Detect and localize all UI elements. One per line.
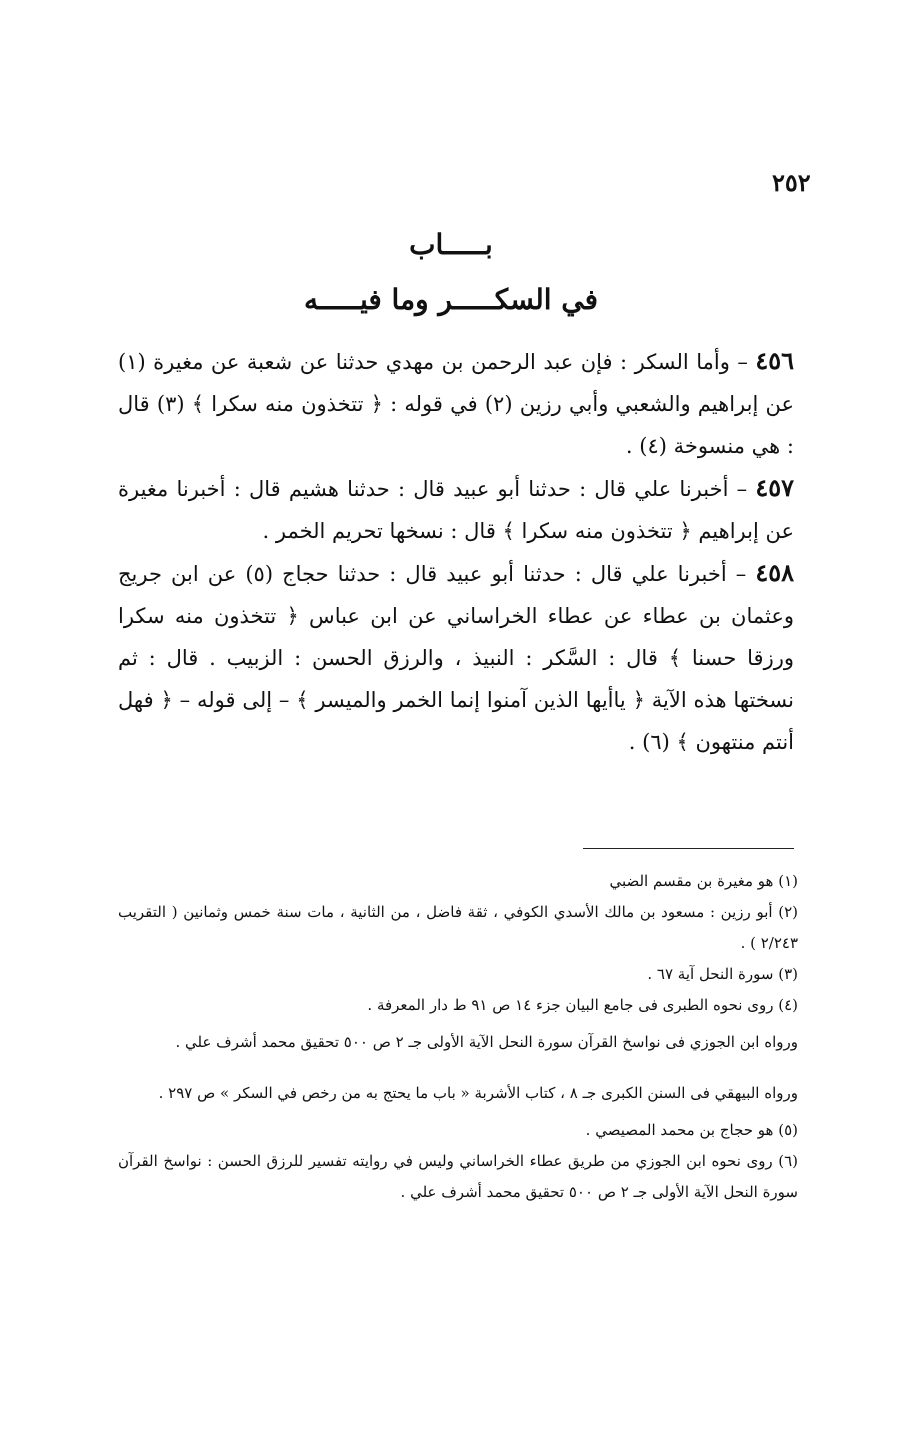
footnote-2: (٢) أبو رزين : مسعود بن مالك الأسدي الكوفي ، ثقة فاضل ، من الثانية ، مات سنة خمس وثمانين ( التقريب ٢/٢٤٣ ) . <box>118 903 798 952</box>
hadith-paragraph <box>118 552 794 763</box>
footnotes <box>118 866 798 1208</box>
hadith-text: – وأما السكر : فإن عبد الرحمن بن مهدي حدثنا عن شعبة عن مغيرة (١) عن إبراهيم والشعبي وأبي رزين (٢) في قوله : ﴿ تتخذون منه سكرا ﴾ (٣) قال : هي منسوخة (٤) . <box>118 350 794 458</box>
hadith-text: – أخبرنا علي قال : حدثنا أبو عبيد قال : حدثنا حجاج (٥) عن ابن جريج وعثمان بن عطاء عن عطاء الخراساني عن ابن عباس ﴿ تتخذون منه سكرا ورزقا حسنا ﴾ قال : السَّكر : النبيذ ، والرزق الحسن : الزبيب . قال : ثم نسختها هذه الآية ﴿ ياأيها الذين آمنوا إنما الخمر والميسر ﴾ – إلى قوله – ﴿ فهل أنتم منتهون ﴾ (٦) . <box>118 562 794 754</box>
hadith-paragraph <box>118 340 794 467</box>
hadith-number: ٤٥٧ <box>755 473 794 502</box>
chapter-subheading: في السكـــــر وما فيـــــه <box>303 283 599 316</box>
chapter-heading: بـــــاب <box>409 228 493 261</box>
footnote-4: (٤) روى نحوه الطبرى فى جامع البيان جزء ١٤ ص ٩١ ط دار المعرفة . <box>367 996 798 1014</box>
page-number: ٢٥٢ <box>772 168 811 197</box>
hadith-paragraph <box>118 467 794 552</box>
footnote-divider <box>583 848 794 849</box>
footnote-3: (٣) سورة النحل آية ٦٧ . <box>647 965 798 983</box>
hadith-number: ٤٥٨ <box>755 558 794 587</box>
footnote-4-continuation: ورواه ابن الجوزي فى نواسخ القرآن سورة النحل الآية الأولى جـ ٢ ص ٥٠٠ تحقيق محمد أشرف علي . <box>175 1033 798 1051</box>
footnote-5: (٥) هو حجاج بن محمد المصيصي . <box>585 1121 798 1139</box>
main-text <box>118 340 794 763</box>
footnote-4-continuation: ورواه البيهقي فى السنن الكبرى جـ ٨ ، كتاب الأشربة « باب ما يحتج به من رخص في السكر » ص ٢٩٧ . <box>158 1084 798 1102</box>
hadith-text: – أخبرنا علي قال : حدثنا أبو عبيد قال : حدثنا هشيم قال : أخبرنا مغيرة عن إبراهيم ﴿ تتخذون منه سكرا ﴾ قال : نسخها تحريم الخمر . <box>118 477 794 543</box>
footnote-6: (٦) روى نحوه ابن الجوزي من طريق عطاء الخراساني وليس في روايته تفسير للرزق الحسن : نواسخ القرآن سورة النحل الآية الأولى جـ ٢ ص ٥٠٠ تحقيق محمد أشرف علي . <box>118 1152 798 1201</box>
footnote-1: (١) هو مغيرة بن مقسم الضبي <box>609 872 798 890</box>
hadith-number: ٤٥٦ <box>755 346 794 375</box>
